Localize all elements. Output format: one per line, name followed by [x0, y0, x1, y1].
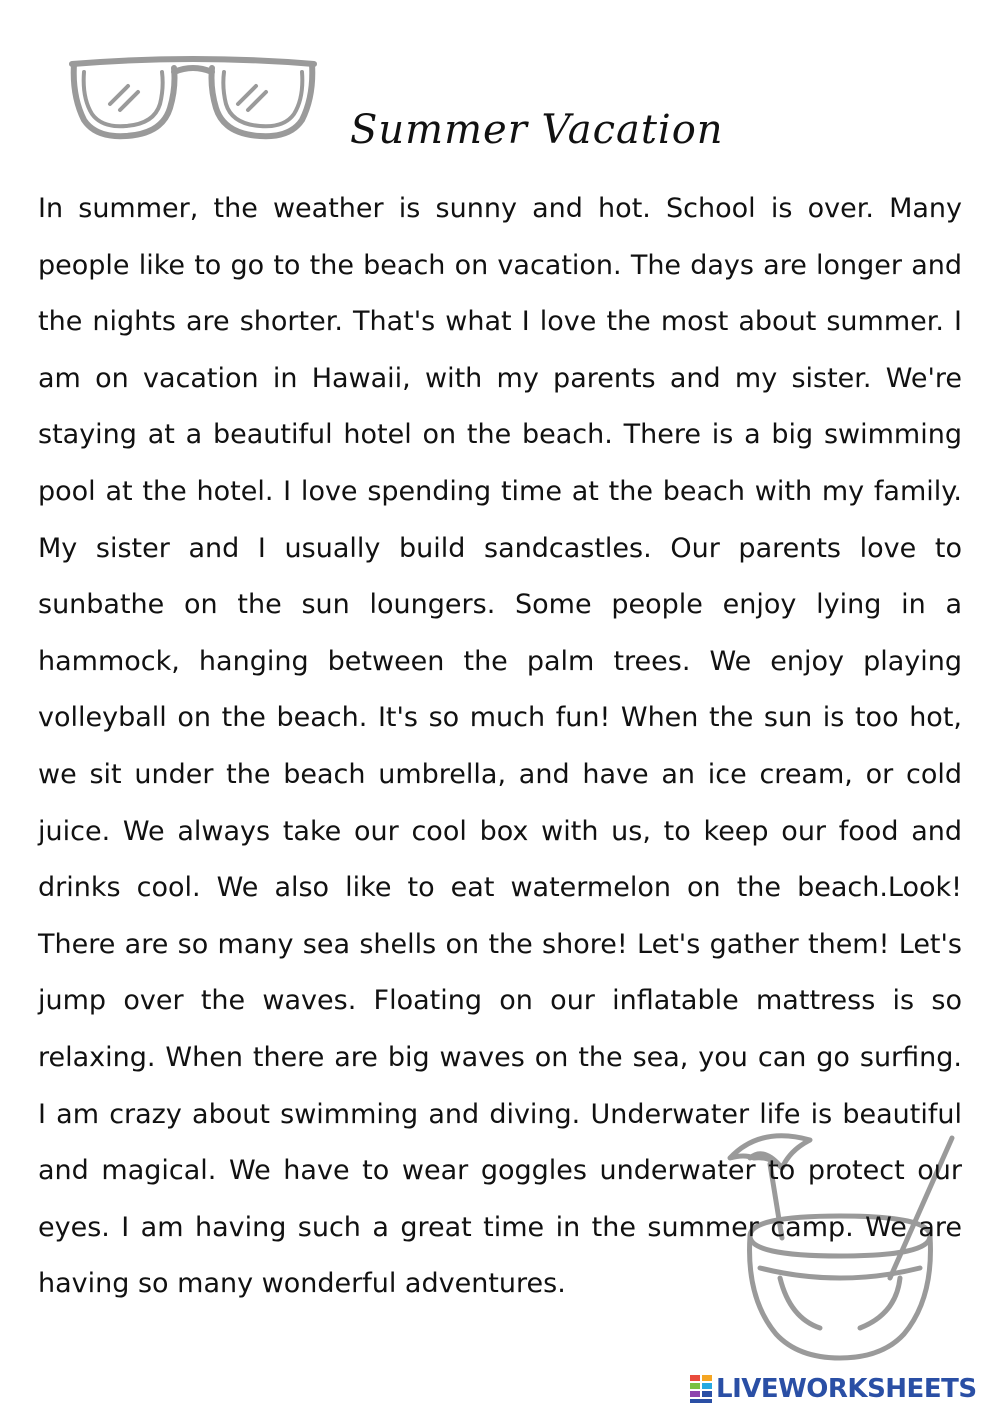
- sunglasses-icon: [66, 50, 320, 142]
- liveworksheets-logo[interactable]: [690, 1372, 977, 1406]
- story-paragraph: In summer, the weather is sunny and hot. School is over. Many people like to go to the beach on vacation. The days are longer and the nights are shorter. That's what I love the most about summer. I am on vacation in Hawaii, with my parents and my sister. We're staying at a beautiful hotel on the beach. There is a big swimming pool at the hotel. I love spending time at the beach with my family. My sister and I usually build sandcastles. Our parents love to sunbathe on the sun loungers. Some people enjoy lying in a hammock, hanging between the palm trees. We enjoy playing volleyball on the beach. It's so much fun! When the sun is too hot, we sit under the beach umbrella, and have an ice cream, or cold juice. We always take our cool box with us, to keep our food and drinks cool. We also like to eat watermelon on the beach.Look! There are so many sea shells on the shore! Let's gather them! Let's jump over the waves. Floating on our inflatable mattress is so relaxing. When there are big waves on the sea, you can go surfing. I am crazy about swimming and diving. Underwater life is beautiful and magical. We have to wear goggles underwater to protect our eyes. I am having such a great time in the summer camp. We are having so many wonderful adventures.: [38, 193, 962, 1300]
- page-title: Summer Vacation: [350, 107, 724, 153]
- brand-name: LIVEWORKSHEETS: [716, 1374, 977, 1404]
- logo-mark-icon: [690, 1375, 712, 1403]
